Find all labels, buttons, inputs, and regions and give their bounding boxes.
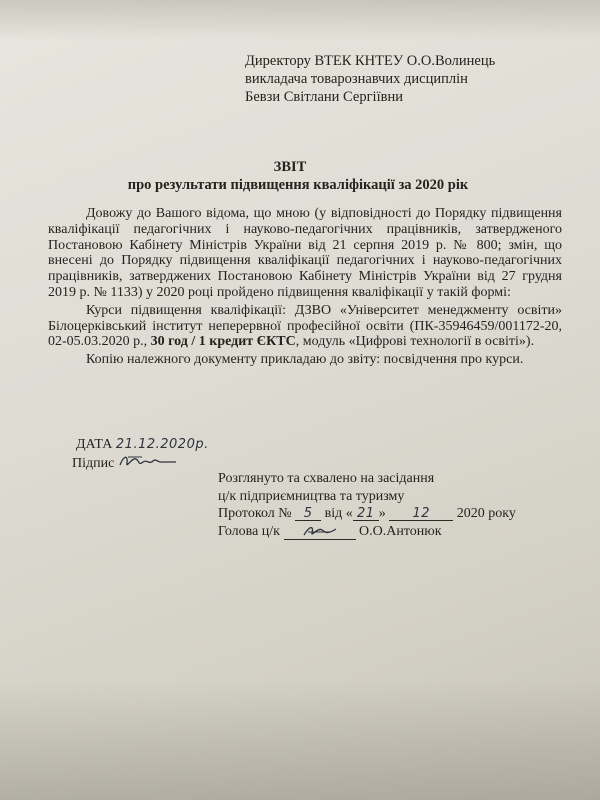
addressee-position: викладача товарознавчих дисциплін	[245, 71, 468, 87]
protocol-label: Протокол №	[218, 506, 292, 521]
date-label: ДАТА	[76, 437, 113, 452]
course-details-start: Курси підвищення кваліфікації: ДЗВО «Університет менеджменту освіти» Білоцерківський інститут неперервної професійної освіти (ПК-35946459/001172-20, 02-05.03.2020 р.,	[48, 302, 562, 350]
paper-shadow-top	[0, 0, 600, 40]
protocol-line	[218, 505, 516, 523]
date-handwritten: 21.12.2020р.	[115, 437, 209, 452]
signature-label: Підпис	[72, 456, 115, 471]
approval-line-reviewed: Розглянуто та схвалено на засідання	[218, 471, 435, 486]
head-line	[218, 523, 516, 541]
signature-block	[72, 436, 209, 472]
body-paragraph-attachment: Копію належного документу прикладаю до звіту: посвідчення про курси.	[86, 352, 524, 368]
protocol-year: 2020 року	[456, 506, 516, 521]
addressee-director: Директору ВТЕК КНТЕУ О.О.Волинець	[245, 53, 496, 69]
course-details-end: , модуль «Цифрові технології в освіті»).	[295, 334, 535, 350]
protocol-quote-close: »	[378, 506, 386, 521]
head-name: О.О.Антонюк	[359, 523, 442, 539]
addressee-name: Бевзи Світлани Сергіївни	[245, 89, 403, 105]
approval-line-committee: ц/к підприємництва та туризму	[218, 488, 405, 504]
head-signature-field	[284, 523, 356, 540]
protocol-month: 12	[389, 507, 453, 521]
report-title-main: ЗВІТ	[273, 159, 307, 175]
protocol-day: 21	[353, 507, 379, 521]
course-credits: 30 год / 1 кредит ЄКТС	[150, 334, 296, 350]
protocol-number: 5	[295, 507, 321, 521]
head-label: Голова ц/к	[218, 523, 280, 539]
report-title	[0, 158, 600, 194]
body-paragraph-course	[48, 303, 562, 350]
author-signature-icon	[118, 453, 180, 471]
paper-shadow-bottom	[0, 680, 600, 800]
approval-block	[218, 470, 516, 540]
addressee-block	[245, 52, 495, 106]
body-paragraph-intro: Довожу до Вашого відома, що мною (у відповідності до Порядку підвищення кваліфікації педагогічних і науково-педагогічних працівників, затвердженого Постановою Кабінету Міністрів України від 21 серпня 2019 р. № 800; змін, що внесені до Порядку підвищення кваліфікації педагогічних і науково-педагогічних працівників, затверджених Постановою Кабінету Міністрів України від 27 грудня 2019 р. № 1133) у 2020 році пройдено підвищення кваліфікації у такій формі:	[48, 206, 562, 300]
protocol-from-label: від «	[324, 506, 353, 521]
head-signature-icon	[300, 523, 340, 539]
report-body	[48, 206, 562, 368]
report-title-sub: про результати підвищення кваліфікації за 2020 рік	[127, 177, 469, 193]
